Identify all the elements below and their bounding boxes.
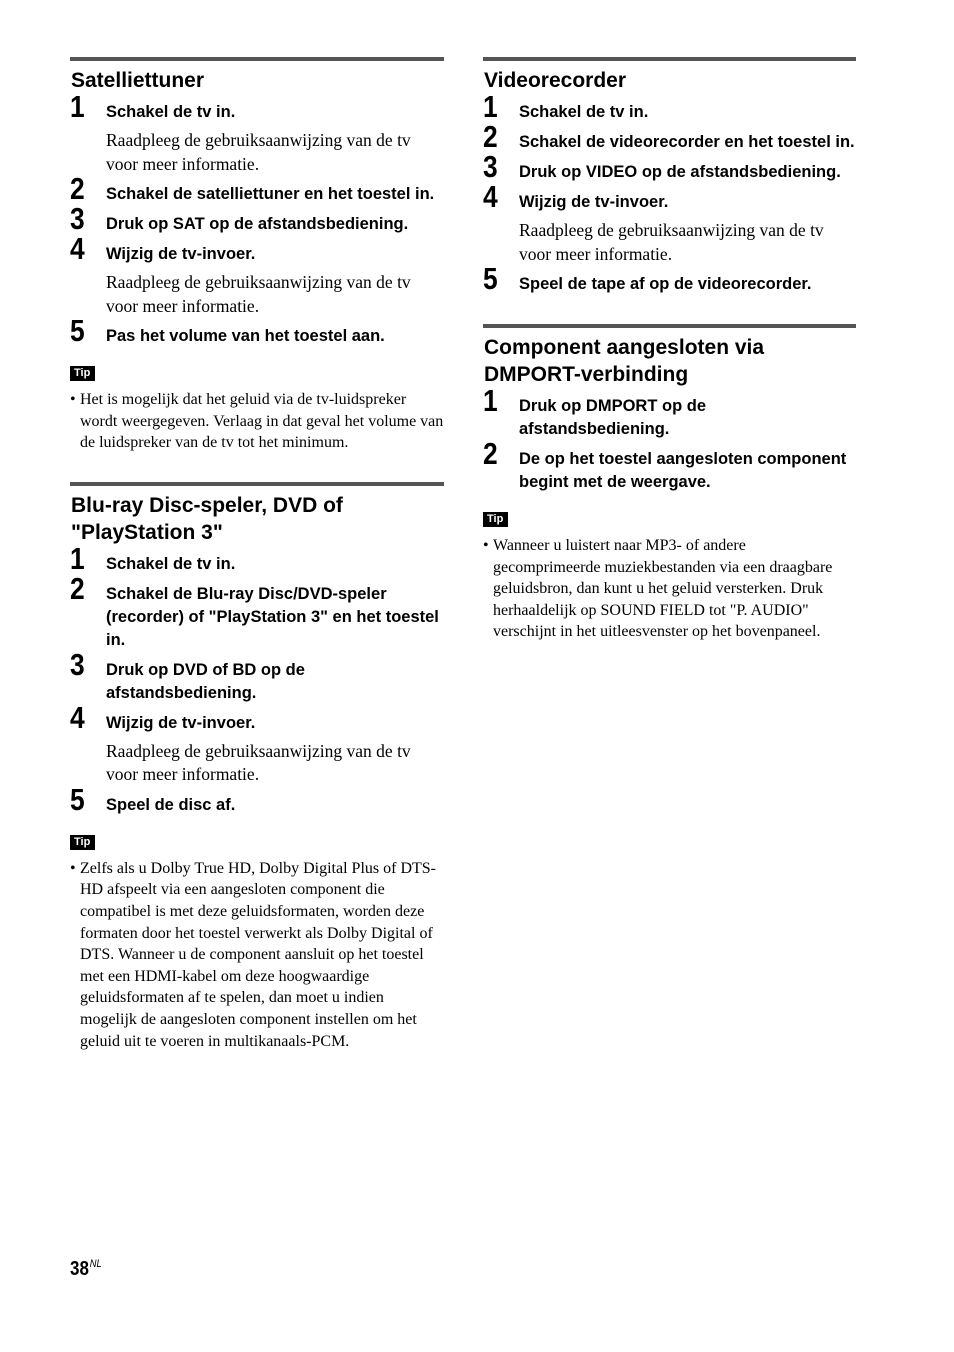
step-number: 1 [70,540,85,576]
step-number: 1 [70,89,85,124]
step-5 [483,261,856,296]
step-note: Raadpleeg de gebruiksaanwijzing van de tv voor meer informatie. [106,130,411,174]
step-number: 4 [483,179,498,214]
step-text: De op het toestel aangesloten component begint met de weergave. [519,450,847,491]
step-number: 3 [70,201,85,236]
step-5 [70,313,444,348]
section-divider [483,57,856,61]
step-note: Raadpleeg de gebruiksaanwijzing van de tv voor meer informatie. [106,272,411,316]
step-text: Druk op VIDEO op de afstandsbediening. [519,163,841,181]
step-text: Schakel de tv in. [106,103,236,121]
page-number [70,1258,102,1281]
tip-body: Wanneer u luistert naar MP3- of andere gecomprimeerde muziekbestanden via een draagbare geluidsbron, dan kunt u het geluid versterken. Druk herhaaldelijk op SOUND FIELD tot "P. AUDIO" verschijnt in het uitleesvenster op het bovenpaneel. [493,537,833,641]
tip-badge: Tip [70,366,95,381]
section-title: Satelliettuner [71,69,205,92]
tip-text [70,389,444,454]
left-column [70,57,444,1052]
step-number: 2 [483,119,498,154]
section-divider [70,57,444,61]
step-number: 1 [483,89,498,124]
step-1 [483,89,856,124]
step-text: Schakel de tv in. [519,103,649,121]
section-videorecorder [483,57,856,296]
tip-body: Het is mogelijk dat het geluid via de tv-luidspreker wordt weergegeven. Verlaag in dat geval het volume van de luidspreker van de tv tot het minimum. [80,391,444,452]
step-text: Schakel de Blu-ray Disc/DVD-speler (recorder) of "PlayStation 3" en het toestel in. [106,584,439,649]
step-note: Raadpleeg de gebruiksaanwijzing van de tv voor meer informatie. [519,220,824,264]
step-3 [70,646,444,705]
right-column [483,57,856,643]
step-2 [70,570,444,652]
step-text: Druk op SAT op de afstandsbediening. [106,215,409,233]
step-text: Wijzig de tv-invoer. [106,713,256,732]
step-2 [483,436,856,494]
step-number: 2 [70,570,85,606]
step-number: 5 [70,313,85,348]
section-divider [70,482,444,486]
step-4 [70,699,444,787]
step-text: Speel de disc af. [106,795,236,814]
step-1 [70,540,444,576]
step-1 [483,383,856,441]
step-4 [70,231,444,318]
step-text: Druk op DMPORT op de afstandsbediening. [519,397,706,438]
step-number: 2 [70,171,85,206]
step-text: Pas het volume van het toestel aan. [106,327,385,345]
section-title: Videorecorder [484,69,627,92]
section-dmport-component [483,324,856,643]
bullet: • [70,391,76,408]
step-note: Raadpleeg de gebruiksaanwijzing van de tv voor meer informatie. [106,740,411,785]
step-text: Schakel de videorecorder en het toestel in. [519,133,855,151]
section-bluray-dvd-playstation [70,482,444,1052]
step-number: 4 [70,231,85,266]
step-number: 3 [483,149,498,184]
step-1 [70,89,444,176]
step-text: Schakel de satelliettuner en het toestel in. [106,185,435,203]
section-divider [483,324,856,328]
section-title: Component aangesloten via DMPORT-verbinding [484,336,765,386]
step-4 [483,179,856,266]
step-text: Wijzig de tv-invoer. [519,193,669,211]
step-number: 4 [70,699,85,735]
page-number-value: 38 [70,1258,89,1280]
step-number: 1 [483,383,498,418]
tip-badge: Tip [483,512,508,527]
step-number: 5 [70,781,85,817]
section-satellite-tuner [70,57,444,454]
section-title: Blu-ray Disc-speler, DVD of "PlayStation 3" [71,493,343,544]
step-text: Speel de tape af op de videorecorder. [519,275,812,293]
step-2 [70,171,444,206]
step-text: Wijzig de tv-invoer. [106,245,256,263]
step-number: 3 [70,646,85,682]
language-code: NL [89,1258,102,1271]
bullet: • [70,859,76,877]
tip-badge: Tip [70,835,95,850]
step-number: 5 [483,261,498,296]
tip-text [70,858,444,1052]
step-2 [483,119,856,154]
tip-text [483,535,856,643]
step-text: Schakel de tv in. [106,554,236,573]
step-number: 2 [483,436,498,471]
step-5 [70,781,444,817]
step-3 [483,149,856,184]
step-text: Druk op DVD of BD op de afstandsbediening. [106,660,305,702]
tip-body: Zelfs als u Dolby True HD, Dolby Digital Plus of DTS-HD afspeelt via een aangesloten component die compatibel is met deze geluidsformaten, worden deze formaten door het toestel verwerkt als Dolby Digital of DTS. Wanneer u de component aansluit op het toestel met een HDMI-kabel om deze hoogwaardige geluidsformaten af te spelen, dan moet u indien mogelijk de aangesloten component instellen om het geluid uit te voeren in multikanaals-PCM. [80,859,436,1050]
step-3 [70,201,444,236]
bullet: • [483,537,489,554]
